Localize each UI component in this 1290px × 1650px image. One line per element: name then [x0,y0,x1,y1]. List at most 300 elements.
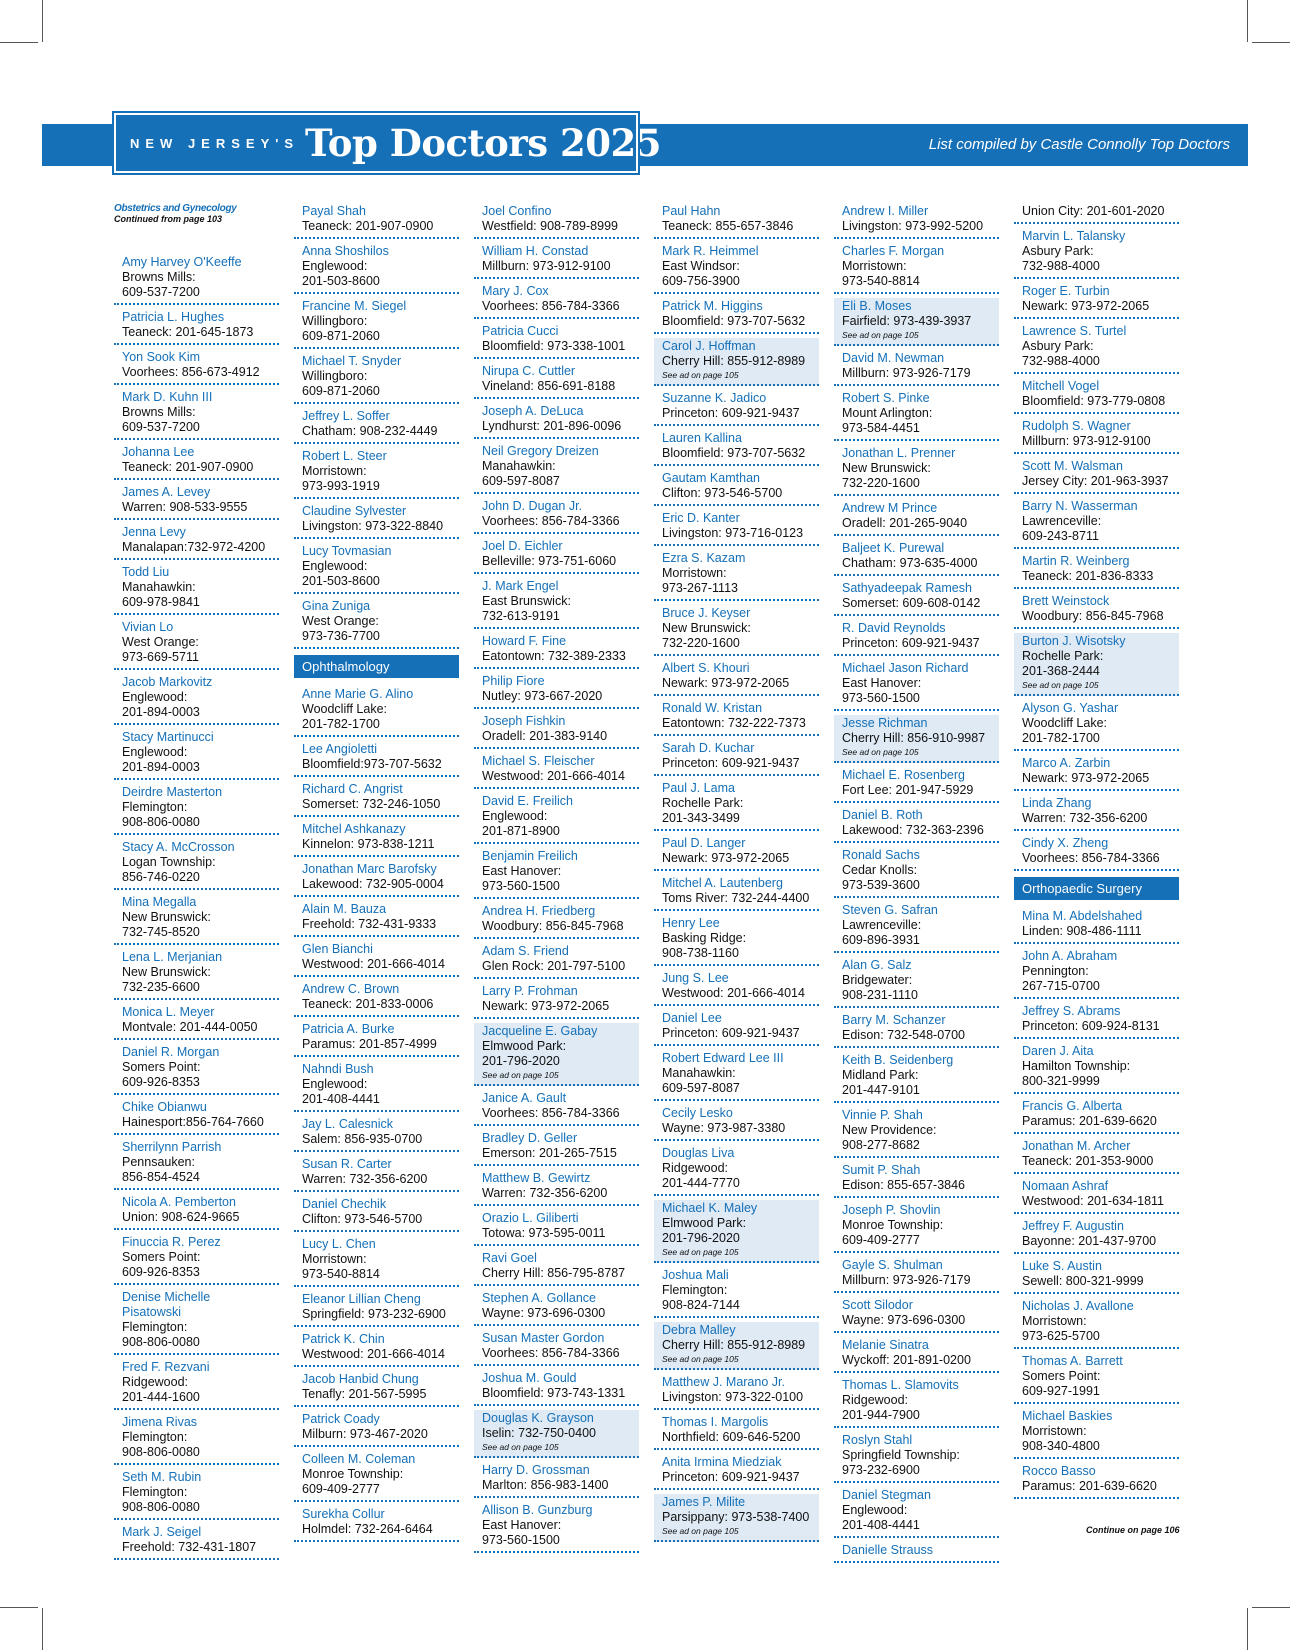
doctor-entry [1014,498,1179,549]
doctor-name: Harry D. Grossman [482,1463,590,1477]
doctor-entry [474,1170,639,1206]
doctor-name: Jung S. Lee [662,971,729,985]
doctor-name: Jay L. Calesnick [302,1117,394,1131]
doctor-entry [1014,1258,1179,1294]
doctor-name: Robert Edward Lee III [662,1051,784,1065]
doctor-detail: Vineland: 856-691-8188 [482,379,616,393]
doctor-entry [834,1162,999,1198]
doctor-entry [654,550,819,601]
doctor-detail: Livingston: 973-322-8840 [302,519,444,533]
doctor-entry [294,1061,459,1112]
doctor-detail: Warren: 732-356-6200 [302,1172,428,1186]
doctor-name: Thomas I. Margolis [662,1415,769,1429]
doctor-detail: Chatham: 973-635-4000 [842,556,978,570]
doctor-name: Monica L. Meyer [122,1005,215,1019]
doctor-entry [114,674,279,725]
doctor-entry [294,298,459,349]
doctor-name: Michael S. Fleischer [482,754,595,768]
doctor-name: Colleen M. Coleman [302,1452,416,1466]
doctor-detail: Englewood: [302,1077,368,1091]
doctor-detail: 609-978-9841 [122,595,200,609]
doctor-entry [114,309,279,345]
doctor-name: James A. Levey [122,485,211,499]
doctor-name: Patricia L. Hughes [122,310,225,324]
doctor-name: Glen Bianchi [302,942,373,956]
doctor-detail: Teaneck: 201-836-8333 [1022,569,1154,583]
doctor-entry [654,470,819,506]
doctor-entry [1014,1098,1179,1134]
doctor-detail: 973-560-1500 [482,1533,560,1547]
doctor-detail: Teaneck: 201-907-0900 [302,219,434,233]
doctor-detail: Flemington: [662,1283,728,1297]
doctor-detail: 201-447-9101 [842,1083,920,1097]
doctor-detail: Sewell: 800-321-9999 [1022,1274,1144,1288]
doctor-name: James P. Milite [662,1495,746,1509]
doctor-name: Paul D. Langer [662,836,746,850]
doctor-detail: Cherry Hill: 856-910-9987 [842,731,986,745]
doctor-name: Mark J. Seigel [122,1525,202,1539]
doctor-detail: Englewood: [302,259,368,273]
doctor-detail: Pennsauken: [122,1155,195,1169]
doctor-detail: Asbury Park: [1022,339,1094,353]
doctor-name: Stephen A. Gollance [482,1291,596,1305]
doctor-name: Susan R. Carter [302,1157,392,1171]
doctor-detail: 609-756-3900 [662,274,740,288]
doctor-detail: Nutley: 973-667-2020 [482,689,603,703]
doctor-entry [834,767,999,803]
crop-mark [42,0,43,42]
doctor-name: Eleanor Lillian Cheng [302,1292,421,1306]
doctor-detail: Tenafly: 201-567-5995 [302,1387,427,1401]
doctor-detail: Voorhees: 856-784-3366 [482,299,620,313]
doctor-detail: Cedar Knolls: [842,863,918,877]
doctor-detail: East Hanover: [482,864,562,878]
doctor-name: Sumit P. Shah [842,1163,921,1177]
doctor-detail: Elmwood Park: [662,1216,747,1230]
doctor-detail: Manahawkin: [122,580,196,594]
doctor-entry [1014,633,1179,696]
crop-mark [1247,1608,1248,1650]
doctor-entry [114,1524,279,1560]
doctor-name: Michael E. Rosenberg [842,768,965,782]
doctor-detail: 908-806-0080 [122,1500,200,1514]
doctor-name: Mitchel A. Lautenberg [662,876,783,890]
doctor-detail: Edison: 855-657-3846 [842,1178,966,1192]
doctor-entry [294,781,459,817]
doctor-entry [1014,418,1179,454]
doctor-name: Vivian Lo [122,620,174,634]
doctor-name: Andrea H. Friedberg [482,904,596,918]
doctor-detail: Manahawkin: [482,459,556,473]
doctor-detail: Westwood: 201-666-4014 [482,769,625,783]
doctor-entry [474,1370,639,1406]
doctor-entry [834,390,999,441]
doctor-name: Andrew I. Miller [842,204,929,218]
crop-mark [0,1607,38,1608]
doctor-name: Carol J. Hoffman [662,339,756,353]
doctor-name: Ronald W. Kristan [662,701,763,715]
doctor-detail: Englewood: [302,559,368,573]
doctor-detail: Westwood: 201-634-1811 [1022,1194,1164,1208]
doctor-entry [294,1291,459,1327]
doctor-name: Benjamin Freilich [482,849,578,863]
doctor-entry [654,740,819,776]
doctor-name: Lee Angioletti [302,742,378,756]
doctor-detail: 201-871-8900 [482,824,560,838]
doctor-detail: Woodbury: 856-845-7968 [482,919,624,933]
doctor-entry [294,861,459,897]
doctor-name: Albert S. Khouri [662,661,750,675]
doctor-detail: Salem: 856-935-0700 [302,1132,423,1146]
doctor-entry [474,443,639,494]
doctor-detail: Freehold: 732-431-1807 [122,1540,257,1554]
doctor-name: Luke S. Austin [1022,1259,1102,1273]
doctor-detail: Morristown: [302,1252,367,1266]
doctor-detail: 973-560-1500 [842,691,920,705]
doctor-name: Cecily Lesko [662,1106,733,1120]
doctor-entry [474,1330,639,1366]
column-3 [474,203,639,1557]
doctor-detail: Eatontown: 732-222-7373 [662,716,806,730]
doctor-name: Jenna Levy [122,525,186,539]
doctor-entry [1014,908,1179,944]
doctor-detail: Princeton: 609-921-9437 [662,756,800,770]
doctor-entry [1014,1408,1179,1459]
doctor-detail: Marlton: 856-983-1400 [482,1478,609,1492]
doctor-entry [474,633,639,669]
doctor-name: Daniel Stegman [842,1488,931,1502]
doctor-name: Patrick K. Chin [302,1332,385,1346]
doctor-detail: 609-927-1991 [1022,1384,1100,1398]
doctor-detail: Lakewood: 732-363-2396 [842,823,984,837]
doctor-entry [294,1411,459,1447]
doctor-entry [114,839,279,890]
doctor-entry [474,283,639,319]
doctor-detail: Woodbury: 856-845-7968 [1022,609,1164,623]
doctor-detail: Voorhees: 856-784-3366 [482,514,620,528]
doctor-detail: 201-894-0003 [122,760,200,774]
doctor-detail: 732-235-6600 [122,980,200,994]
continue-note: Continue on page 106 [1086,1525,1180,1535]
page-title: Top Doctors 2025 [305,121,661,165]
doctor-detail: Englewood: [842,1503,908,1517]
doctor-name: Michael Baskies [1022,1409,1113,1423]
doctor-name: Lena L. Merjanian [122,950,223,964]
doctor-entry [654,1374,819,1410]
doctor-entry [294,203,459,239]
doctor-detail: Teaneck: 201-833-0006 [302,997,434,1011]
doctor-entry [114,444,279,480]
doctor-detail: New Brunswick: [662,621,751,635]
doctor-detail: Flemington: [122,1320,188,1334]
doctor-detail: Bloomfield: 973-743-1331 [482,1386,626,1400]
doctor-entry [474,538,639,574]
doctor-detail: Basking Ridge: [662,931,747,945]
doctor-entry [834,298,999,346]
doctor-entry [654,605,819,656]
doctor-name: Jacqueline E. Gabay [482,1024,598,1038]
doctor-detail: Newark: 973-972-2065 [1022,771,1150,785]
doctor-detail: East Hanover: [482,1518,562,1532]
ad-note: See ad on page 105 [842,747,919,757]
doctor-entry [474,848,639,899]
doctor-detail: Logan Township: [122,855,216,869]
doctor-detail: Westfield: 908-789-8999 [482,219,618,233]
doctor-entry [474,1130,639,1166]
doctor-detail: Lyndhurst: 201-896-0096 [482,419,622,433]
doctor-entry [294,1196,459,1232]
doctor-entry [294,448,459,499]
doctor-name: Alan G. Salz [842,958,912,972]
doctor-name: Martin R. Weinberg [1022,554,1130,568]
doctor-entry [654,298,819,334]
doctor-list [834,203,999,1563]
doctor-detail: Englewood: [122,690,188,704]
doctor-name: Michael Jason Richard [842,661,969,675]
doctor-entry [654,1050,819,1101]
doctor-detail: 732-988-4000 [1022,354,1100,368]
doctor-name: Baljeet K. Purewal [842,541,945,555]
doctor-detail: Oradell: 201-265-9040 [842,516,968,530]
doctor-detail: Somers Point: [1022,1369,1101,1383]
doctor-entry [474,1462,639,1498]
doctor-list [474,203,639,1553]
ad-note: See ad on page 105 [842,330,919,340]
doctor-name: Linda Zhang [1022,796,1092,810]
doctor-name: Patrick M. Higgins [662,299,763,313]
doctor-name: Anna Shoshilos [302,244,389,258]
doctor-detail: 973-232-6900 [842,1463,920,1477]
doctor-entry [474,713,639,749]
doctor-detail: Cherry Hill: 856-795-8787 [482,1266,626,1280]
doctor-name: Mark R. Heimmel [662,244,759,258]
doctor-name: Daniel R. Morgan [122,1045,220,1059]
doctor-name: Seth M. Rubin [122,1470,202,1484]
doctor-name: Thomas L. Slamovits [842,1378,959,1392]
doctor-entry [1014,1353,1179,1404]
doctor-entry [834,1012,999,1048]
doctor-name: Brett Weinstock [1022,594,1110,608]
doctor-detail: Woodcliff Lake: [302,702,388,716]
doctor-name: Joseph Fishkin [482,714,566,728]
doctor-detail: Milburn: 973-467-2020 [302,1427,428,1441]
crop-mark [1252,42,1290,43]
doctor-name: Joseph A. DeLuca [482,404,584,418]
doctor-detail: 609-597-8087 [482,474,560,488]
doctor-name: Jeffrey F. Augustin [1022,1219,1124,1233]
doctor-name: Jacob Markovitz [122,675,213,689]
doctor-detail: Iselin: 732-750-0400 [482,1426,596,1440]
doctor-detail: Somerset: 609-608-0142 [842,596,981,610]
doctor-detail: Belleville: 973-751-6060 [482,554,617,568]
doctor-detail: Bloomfield: 973-707-5632 [662,446,806,460]
doctor-entry [114,349,279,385]
doctor-detail: Manahawkin: [662,1066,736,1080]
ad-note: See ad on page 105 [662,1247,739,1257]
doctor-detail: Rochelle Park: [1022,649,1104,663]
doctor-name: R. David Reynolds [842,621,946,635]
doctor-name: Joel D. Eichler [482,539,563,553]
doctor-entry [114,389,279,440]
doctor-name: Patrick Coady [302,1412,380,1426]
ad-note: See ad on page 105 [482,1070,559,1080]
ad-note: See ad on page 105 [662,1526,739,1536]
doctor-entry [114,729,279,780]
doctor-entry [1014,593,1179,629]
doctor-name: Nirupa C. Cuttler [482,364,576,378]
doctor-detail: Somers Point: [122,1060,201,1074]
doctor-entry [654,660,819,696]
doctor-detail: Morristown: [302,464,367,478]
doctor-entry [654,510,819,546]
doctor-detail: 201-796-2020 [662,1231,740,1245]
doctor-detail: Monroe Township: [842,1218,944,1232]
doctor-detail: 908-340-4800 [1022,1439,1100,1453]
doctor-name: Danielle Strauss [842,1543,934,1557]
doctor-detail: 732-220-1600 [662,636,740,650]
doctor-detail: Bloomfield: 973-338-1001 [482,339,626,353]
crop-mark [1252,1607,1290,1608]
doctor-entry [654,1454,819,1490]
doctor-detail: East Brunswick: [482,594,571,608]
doctor-detail: Newark: 973-972-2065 [662,676,790,690]
doctor-detail: Totowa: 973-595-0011 [482,1226,606,1240]
doctor-name: Nahndi Bush [302,1062,374,1076]
doctor-detail: Lakewood: 732-905-0004 [302,877,444,891]
column-4 [654,203,819,1546]
doctor-name: John D. Dugan Jr. [482,499,583,513]
doctor-detail: Morristown: [1022,1314,1087,1328]
doctor-entry [1014,795,1179,831]
doctor-detail: Morristown: [842,259,907,273]
doctor-name: Barry M. Schanzer [842,1013,946,1027]
doctor-detail: 973-539-3600 [842,878,920,892]
doctor-detail: Mount Arlington: [842,406,933,420]
doctor-name: Ezra S. Kazam [662,551,746,565]
doctor-entry [294,598,459,649]
doctor-entry [834,1377,999,1428]
doctor-detail: Flemington: [122,1485,188,1499]
doctor-entry [114,564,279,615]
doctor-name: Payal Shah [302,204,366,218]
doctor-detail: 973-584-4451 [842,421,920,435]
doctor-detail: Westwood: 201-666-4014 [302,957,445,971]
doctor-entry [294,1156,459,1192]
doctor-name: Keith B. Seidenberg [842,1053,954,1067]
doctor-entry [294,243,459,294]
doctor-detail: Hamilton Township: [1022,1059,1131,1073]
doctor-detail: Cherry Hill: 855-912-8989 [662,354,806,368]
doctor-name: Rocco Basso [1022,1464,1096,1478]
doctor-name: Ravi Goel [482,1251,537,1265]
doctor-detail: 201-782-1700 [302,717,380,731]
doctor-detail: Westwood: 201-666-4014 [302,1347,445,1361]
doctor-name: Francine M. Siegel [302,299,407,313]
doctor-detail: Princeton: 609-921-9437 [662,1470,800,1484]
doctor-name: Paul J. Lama [662,781,735,795]
doctor-detail: 973-736-7700 [302,629,380,643]
doctor-entry [1014,1043,1179,1094]
doctor-entry [1014,203,1179,224]
doctor-detail: Millburn: 973-912-9100 [482,259,611,273]
doctor-name: Daren J. Aita [1022,1044,1094,1058]
column-1 [114,203,279,1564]
doctor-detail: Teaneck: 855-657-3846 [662,219,794,233]
doctor-detail: West Orange: [122,635,199,649]
doctor-detail: 973-540-8814 [842,274,920,288]
doctor-entry [474,983,639,1019]
doctor-entry [294,503,459,539]
doctor-detail: Millburn: 973-926-7179 [842,1273,971,1287]
doctor-entry [294,408,459,444]
doctor-name: Lawrence S. Turtel [1022,324,1127,338]
doctor-name: Ronald Sachs [842,848,920,862]
doctor-name: Debra Malley [662,1323,736,1337]
doctor-detail: Wayne: 973-696-0300 [482,1306,606,1320]
doctor-detail: Somerset: 732-246-1050 [302,797,441,811]
doctor-entry [114,254,279,305]
doctor-detail: 609-871-2060 [302,329,380,343]
doctor-detail: Bloomfield: 973-707-5632 [662,314,806,328]
doctor-entry [834,660,999,711]
doctor-name: Steven G. Safran [842,903,938,917]
doctor-detail: Parsippany: 973-538-7400 [662,1510,810,1524]
doctor-name: Eric D. Kanter [662,511,740,525]
doctor-entry [294,741,459,777]
doctor-detail: Springfield Township: [842,1448,960,1462]
doctor-entry [1014,948,1179,999]
column-5 [834,203,999,1567]
doctor-name: Finuccia R. Perez [122,1235,221,1249]
doctor-detail: Union City: 201-601-2020 [1022,204,1165,218]
doctor-detail: Glen Rock: 201-797-5100 [482,959,626,973]
doctor-detail: 609-597-8087 [662,1081,740,1095]
compiled-by: List compiled by Castle Connolly Top Doctors [928,136,1230,153]
doctor-list [654,203,819,1542]
doctor-name: Denise Michelle [122,1290,211,1304]
doctor-entry [474,323,639,359]
doctor-name: Mary J. Cox [482,284,549,298]
doctor-name: Patricia A. Burke [302,1022,395,1036]
doctor-detail: West Orange: [302,614,379,628]
doctor-name: Scott M. Walsman [1022,459,1123,473]
doctor-entry [294,353,459,404]
doctor-detail: Willingboro: [302,314,368,328]
doctor-entry [114,1234,279,1285]
doctor-entry [294,901,459,937]
doctor-entry [834,1487,999,1538]
doctor-name: Jonathan M. Archer [1022,1139,1131,1153]
doctor-detail: Willingboro: [302,369,368,383]
doctor-name: Jonathan Marc Barofsky [302,862,437,876]
doctor-entry [114,1194,279,1230]
doctor-detail: Pennington: [1022,964,1089,978]
doctor-detail: Wyckoff: 201-891-0200 [842,1353,971,1367]
doctor-name: Marvin L. Talansky [1022,229,1126,243]
doctor-detail: Voorhees: 856-784-3366 [482,1106,620,1120]
doctor-name: John A. Abraham [1022,949,1118,963]
doctor-entry [1014,323,1179,374]
doctor-detail: 856-854-4524 [122,1170,200,1184]
doctor-entry [1014,1463,1179,1499]
doctor-name: Susan Master Gordon [482,1331,605,1345]
doctor-detail: East Hanover: [842,676,922,690]
doctor-entry [294,1116,459,1152]
crop-mark [0,42,38,43]
doctor-detail: Wayne: 973-696-0300 [842,1313,966,1327]
ad-note: See ad on page 105 [482,1442,559,1452]
ad-note: See ad on page 105 [662,1354,739,1364]
